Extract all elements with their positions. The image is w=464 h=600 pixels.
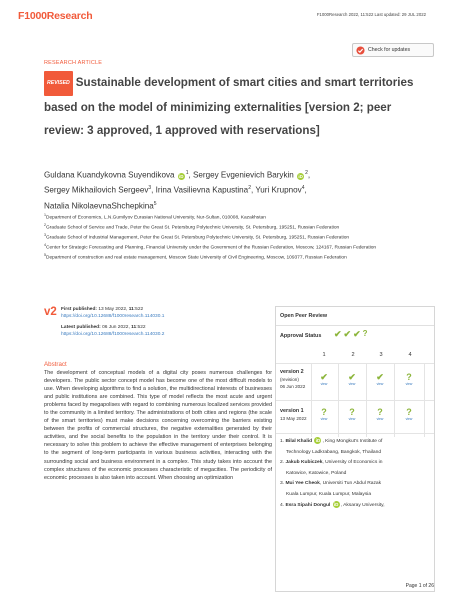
first-published-vol: 11 (128, 307, 134, 312)
reviewer-affil-line: Katowice, Katowice, Poland (286, 470, 347, 476)
article-type: RESEARCH ARTICLE (44, 60, 103, 66)
reviewer-affil: , Aksaray University, (340, 502, 385, 508)
affiliation-item (44, 222, 439, 232)
review-cell[interactable] (343, 373, 361, 386)
reservations-question-icon: ? (406, 372, 412, 382)
version-2-label: version 2 (280, 369, 304, 375)
check-updates-label: Check for updates (368, 47, 411, 53)
approved-check-icon: ✔ (353, 329, 361, 339)
version-2-row-label (280, 369, 305, 390)
affiliation-item (44, 242, 439, 252)
orcid-icon[interactable]: iD (315, 438, 321, 443)
version-1-date: 13 May 2022 (280, 416, 307, 421)
approval-status-marks (334, 329, 368, 339)
author-name[interactable]: Natalia NikolaevnaShchepkina (44, 201, 154, 211)
approved-check-icon: ✔ (343, 329, 352, 339)
review-cell[interactable] (315, 408, 333, 421)
reviewer-item (280, 458, 434, 469)
affiliation-list (44, 212, 439, 261)
latest-published-label: Latest published: (61, 325, 101, 331)
view-link[interactable]: view (320, 417, 328, 421)
view-link[interactable]: view (405, 382, 413, 386)
publication-info (61, 307, 271, 338)
header-citation: F1000Research 2022, 11:522 Last updated: 29 JUL 2022 (316, 12, 426, 17)
author-name[interactable]: Yuri Krupnov (255, 186, 302, 196)
view-link[interactable]: view (376, 382, 384, 386)
question-icon: ? (377, 407, 383, 417)
approved-check-icon: ✔ (376, 372, 384, 382)
affiliation-item (44, 212, 439, 222)
open-peer-review-title: Open Peer Review (280, 313, 328, 319)
check-updates-icon (356, 46, 365, 55)
reviewer-affil-line: Technology Ladkrabang, Bangkok, Thailand (286, 449, 382, 455)
column-number: 2 (351, 352, 355, 358)
affil-text: Department of construction and real estate management, Moscow State University of Civil Engineering, Moscow, 109377, Russian Federation (46, 255, 347, 261)
author-affil-sup: 1 (185, 170, 189, 176)
view-link[interactable]: view (348, 417, 356, 421)
author-affil-sup: 2 (248, 185, 251, 192)
first-doi-link[interactable]: https://doi.org/10.12688/f1000research.114030.1 (61, 313, 165, 319)
reviewer-num: 1. (280, 439, 285, 444)
latest-published-date: 06 Jun 2022, (102, 325, 132, 331)
revised-badge: REVISED (44, 71, 73, 96)
reviewer-item (280, 437, 434, 448)
author-name[interactable]: Guldana Kuandykovna Suyendikova (44, 170, 175, 180)
orcid-icon[interactable]: iD (298, 173, 303, 179)
review-cell[interactable] (371, 373, 389, 386)
approved-check-icon: ✔ (320, 372, 328, 382)
view-link[interactable]: view (320, 382, 328, 386)
latest-published-page: :522 (136, 325, 146, 331)
reviewer-num: 4. (280, 502, 285, 508)
version-1-row-label (280, 408, 307, 422)
orcid-icon[interactable]: iD (179, 173, 184, 179)
view-link[interactable]: view (348, 382, 356, 386)
first-published-label: First published: (61, 307, 97, 312)
review-cell[interactable] (315, 373, 333, 386)
page-number: Page 1 of 26 (405, 583, 434, 589)
reviewer-list (280, 437, 434, 511)
reviewer-name[interactable]: Bilal Khalid (285, 439, 313, 444)
review-cell[interactable] (400, 373, 418, 386)
abstract-heading: Abstract (44, 361, 67, 368)
reviewer-name[interactable]: Esra Sipahi Dongul (285, 502, 331, 508)
author-name[interactable]: Sergey Evgenievich Barykin (193, 170, 294, 180)
version-label: v2 (44, 306, 57, 318)
reviewer-name[interactable]: Mui Yee Cheok (285, 481, 320, 487)
check-for-updates-button[interactable] (352, 43, 434, 57)
first-published-date: 13 May 2022, (98, 307, 129, 312)
author-affil-sup: 5 (153, 200, 157, 207)
open-peer-review-panel (275, 306, 435, 592)
latest-published-vol: 11 (131, 325, 137, 331)
view-link[interactable]: view (376, 417, 384, 421)
view-link[interactable]: view (405, 417, 413, 421)
review-cell[interactable] (400, 408, 418, 421)
author-name[interactable]: Irina Vasilievna Kapustina (155, 186, 249, 196)
reviewer-affil-line: Kuala Lumpur, Kuala Lumpur, Malaysia (286, 491, 372, 497)
column-number: 3 (379, 352, 383, 358)
version-2-date: 06 Jun 2022 (280, 384, 306, 389)
reviewer-item (280, 501, 434, 512)
article-title-text: Sustainable development of smart cities and smart territories based on the model of minimizing externalities [version 2; peer review: 3 approved, 1 approved with reservations] (44, 76, 414, 137)
affil-sup: 3 (44, 232, 46, 237)
reviewer-affil: , Universiti Tun Abdul Razak (319, 481, 382, 487)
column-number: 1 (322, 352, 326, 358)
author-affil-sup: 3 (148, 185, 152, 192)
reservations-question-icon: ? (362, 329, 368, 338)
affiliation-item (44, 252, 439, 262)
affil-text: Center for Strategic Forecasting and Planning, Financial University under the Government of the Russian Federation, Moscow, 124167, Russian Federation (46, 245, 377, 251)
latest-doi-link[interactable]: https://doi.org/10.12688/f1000research.114030.2 (61, 331, 165, 337)
approved-check-icon: ✔ (334, 329, 342, 339)
orcid-icon[interactable]: iD (333, 501, 339, 507)
f1000research-logo[interactable]: F1000Research (18, 10, 93, 22)
reviewer-name[interactable]: Jakub Kubiczek (285, 460, 323, 466)
version-1-label: version 1 (280, 408, 304, 414)
affiliation-item (44, 232, 439, 242)
review-cell[interactable] (343, 408, 361, 421)
reviewer-num: 2. (280, 460, 285, 466)
question-icon: ? (321, 407, 327, 417)
affil-sup: 1 (44, 213, 46, 217)
reviewer-affil: , King Mongkut's Institute of (322, 439, 383, 444)
column-number: 4 (408, 352, 412, 358)
affil-sup: 2 (44, 222, 46, 227)
author-affil-sup: 2 (305, 170, 308, 176)
affil-sup: 5 (44, 252, 46, 257)
reviewer-num: 3. (280, 481, 285, 487)
article-title (44, 71, 424, 142)
version-2-sub: (revision) (280, 377, 299, 382)
first-published-page: :522 (133, 307, 144, 312)
reviewer-affil: , University of Economics in (322, 460, 383, 466)
approved-check-icon: ✔ (348, 372, 356, 382)
abstract-text: The development of conceptual models of a digital city poses numerous challenges for developers. The public sector concept model has become one of the most difficult models to use. When developing algorithms to find a solution, the multidirectional interests of businesses and public institutions are combined. This type of model reflects the most acute and urgent problems faced by megapolises with regard to combining numerous localized services provided to the community in a limited territory. The administrations of both cities and regions (the scale of the smart territories) must make decisions concerning overcoming the barriers existing between the profits of commercial structures, the negative externalities generated by their activities, and the social benefits to the population in the territory under their control. It is necessary to solve this problem to achieve the effective management of enterprises belonging to the segment of long-term participants in various business activities, interacting with the surrounding social and business environment in a complex. This study takes into account the complex structures of the economic processes characteristic of megacities. The periodicity of economic processes is also taken into account. When choosing an optimization (44, 370, 272, 481)
affil-sup: 4 (44, 242, 46, 247)
approval-status-label: Approval Status (280, 333, 322, 339)
author-affil-sup: 4 (301, 185, 305, 192)
review-cell[interactable] (371, 408, 389, 421)
author-name[interactable]: Sergey Mikhailovich Sergeev (44, 186, 149, 196)
reviewer-item (280, 479, 434, 490)
affil-text: Graduate School of Industrial Management, Peter the Great St. Petersburg Polytechnic University, St. Petersburg, 195251, Russian Federation (46, 235, 350, 241)
author-list: Guldana Kuandykovna Suyendikova $iD^1$, Sergey Evgenievich Barykin $iD^2$, Sergey Mikhailovich Sergeev$^3$, Irina Vasilievna Kapustina$^2$, Yuri Krupnov$^4$, Natalia NikolaevnaShchepkina$^5$ (44, 170, 311, 211)
affil-text: Graduate School of Service and Trade, Peter the Great St. Petersburg Polytechnic University, St. Petersburg, 195251, Russian Federation (46, 225, 340, 231)
question-icon: ? (349, 407, 355, 417)
affil-text: Department of Economics, L.N.Gumilyov Eurasian National University, Nur-Sultan, 010008, Kazakhstan (46, 215, 266, 221)
question-icon: ? (406, 407, 412, 417)
